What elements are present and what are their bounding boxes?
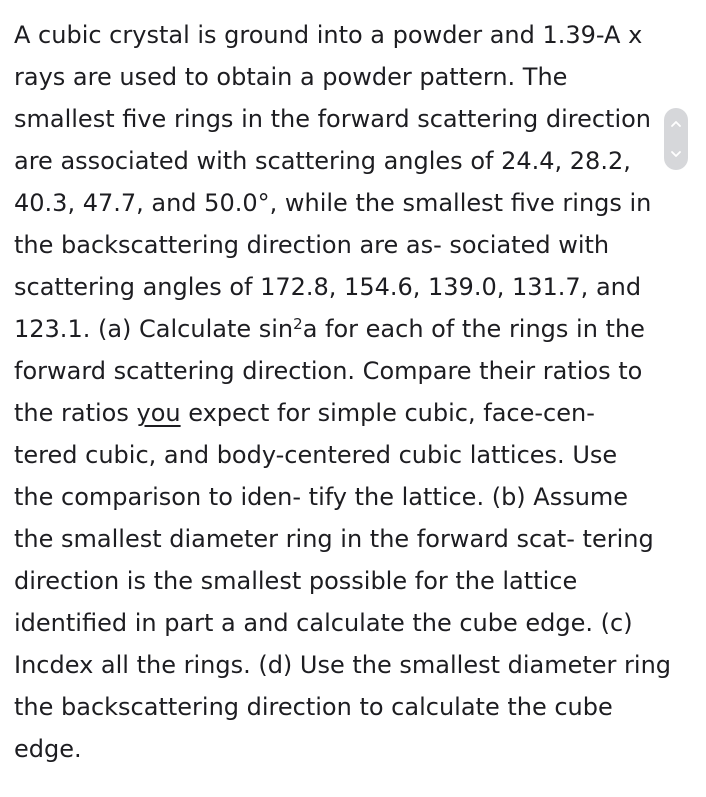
text-fragment: expect for simple cubic, face-cen- <box>180 399 595 427</box>
text-line: identified in part a and calculate the cube edge. (c) <box>14 609 633 637</box>
text-line: are associated with scattering angles of 24.4, 28.2, <box>14 147 631 175</box>
text-fragment: 123.1. (a) Calculate sin <box>14 315 294 343</box>
text-line: Incdex all the rings. (d) Use the smallest diameter ring <box>14 651 672 679</box>
superscript: 2 <box>293 314 303 333</box>
problem-text <box>14 14 684 770</box>
text-line: the comparison to iden- tify the lattice. (b) Assume <box>14 483 629 511</box>
chevron-down-icon[interactable] <box>670 150 682 158</box>
text-line: scattering angles of 172.8, 154.6, 139.0, 131.7, and <box>14 273 642 301</box>
text-line: direction is the smallest possible for the lattice <box>14 567 578 595</box>
chevron-up-icon[interactable] <box>670 120 682 128</box>
underlined-word: you <box>136 399 181 427</box>
text-line: 40.3, 47.7, and 50.0°, while the smallest five rings in <box>14 189 652 217</box>
text-line: forward scattering direction. Compare their ratios to <box>14 357 643 385</box>
text-line: the backscattering direction are as- sociated with <box>14 231 610 259</box>
text-fragment: a for each of the rings in the <box>302 315 645 343</box>
text-line: A cubic crystal is ground into a powder and 1.39-A x <box>14 21 643 49</box>
text-line <box>14 392 684 434</box>
text-line: the backscattering direction to calculate the cube <box>14 693 613 721</box>
text-line: edge. <box>14 735 82 763</box>
scroll-control[interactable] <box>664 108 688 170</box>
text-fragment: the ratios <box>14 399 137 427</box>
text-line: rays are used to obtain a powder pattern. The <box>14 63 568 91</box>
text-line: the smallest diameter ring in the forward scat- tering <box>14 525 654 553</box>
text-line <box>14 308 684 350</box>
text-line: tered cubic, and body-centered cubic lattices. Use <box>14 441 618 469</box>
text-line: smallest five rings in the forward scattering direction <box>14 105 652 133</box>
